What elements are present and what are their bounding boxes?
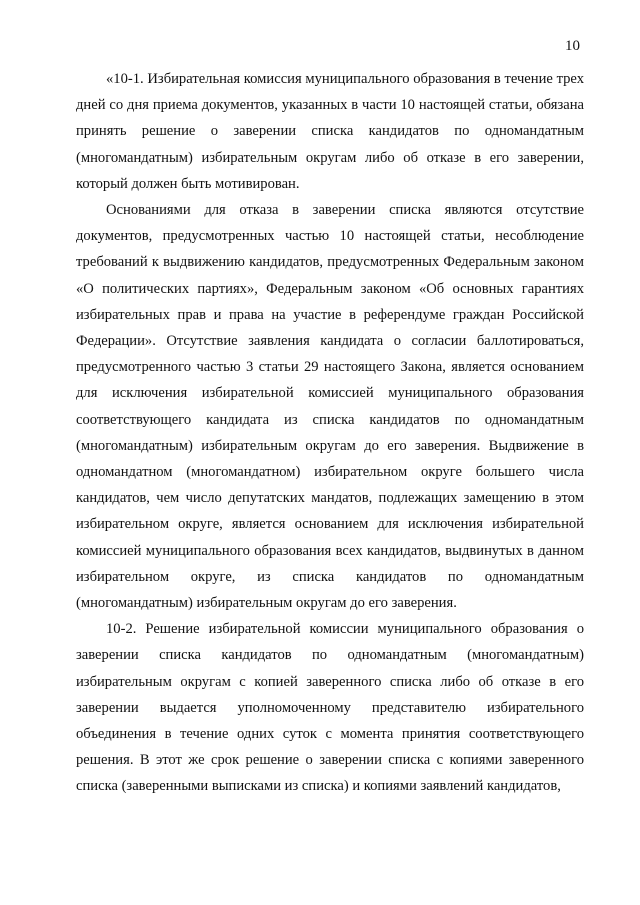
paragraph-10-2: 10-2. Решение избирательной комиссии муниципального образования о заверении списка кандидатов по одномандатным (многомандатным) избирательным округам с копией заверенного списка либо об отказе в его заверении выдается уполномоченному представителю избирательного объединения в течение одних суток с момента принятия соответствующего решения. В этот же срок решение о заверении списка с копиями заверенного списка (заверенными выписками из списка) и копиями заявлений кандидатов, bbox=[76, 621, 584, 795]
paragraph-10-1: «10-1. Избирательная комиссия муниципального образования в течение трех дней со дня приема документов, указанных в части 10 настоящей статьи, обязана принять решение о заверении списка кандидатов по одномандатным (многомандатным) избирательным округам либо об отказе в его заверении, который должен быть мотивирован. bbox=[76, 71, 584, 192]
document-body bbox=[76, 66, 584, 800]
page-number: 10 bbox=[565, 38, 580, 54]
paragraph-grounds-for-refusal: Основаниями для отказа в заверении списка являются отсутствие документов, предусмотренных частью 10 настоящей статьи, несоблюдение требований к выдвижению кандидатов, предусмотренных Федеральным законом «О политических партиях», Федеральным законом «Об основных гарантиях избирательных прав и права на участие в референдуме граждан Российской Федерации». Отсутствие заявления кандидата о согласии баллотироваться, предусмотренного частью 3 статьи 29 настоящего Закона, является основанием для исключения избирательной комиссией муниципального образования соответствующего кандидата из списка кандидатов по одномандатным (многомандатным) избирательным округам до его заверения. Выдвижение в одномандатном (многомандатном) избирательном округе большего числа кандидатов, чем число депутатских мандатов, подлежащих замещению в этом избирательном округе, является основанием для исключения избирательной комиссией муниципального образования всех кандидатов, выдвинутых в данном избирательном округе, из списка кандидатов по одномандатным (многомандатным) избирательным округам до его заверения. bbox=[76, 202, 584, 612]
